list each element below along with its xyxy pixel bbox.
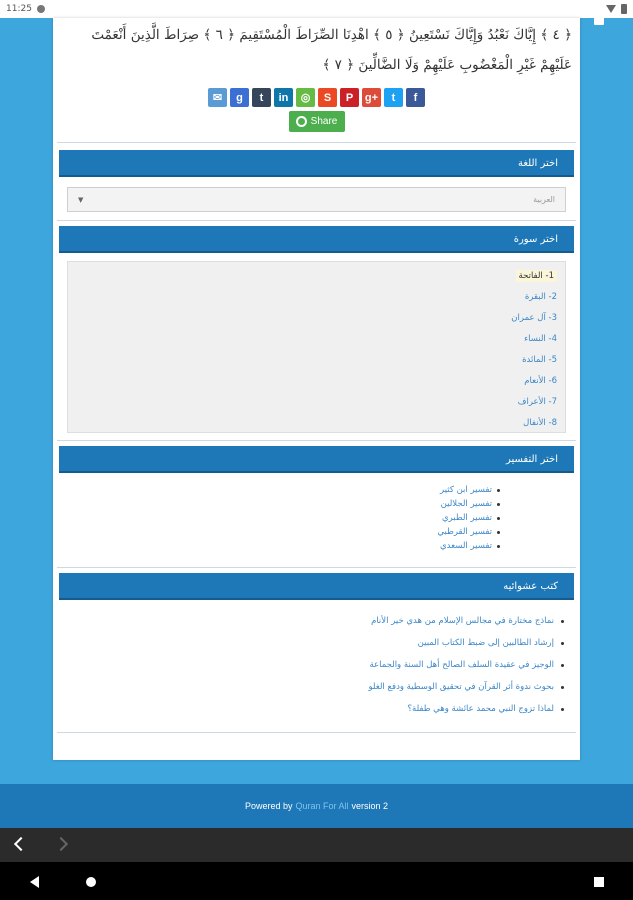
browser-nav-bar bbox=[0, 828, 633, 862]
ayah-text bbox=[53, 20, 580, 80]
books-list bbox=[53, 600, 580, 720]
page-card bbox=[53, 18, 580, 760]
tafsir-item[interactable]: تفسير ابن كثير bbox=[53, 483, 500, 497]
surah-panel-title: اختر سورة bbox=[59, 226, 574, 253]
status-bar bbox=[0, 0, 633, 18]
twitter-icon[interactable]: t bbox=[384, 88, 403, 107]
surah-item[interactable]: 2- البقرة bbox=[524, 292, 557, 302]
google-icon[interactable]: g bbox=[230, 88, 249, 107]
wifi-icon bbox=[606, 5, 616, 13]
pinterest-icon[interactable]: P bbox=[340, 88, 359, 107]
language-select[interactable] bbox=[67, 187, 566, 212]
back-arrow-icon[interactable] bbox=[14, 837, 28, 851]
sync-icon bbox=[37, 5, 45, 13]
language-selected: العربية bbox=[533, 195, 555, 204]
book-link[interactable]: إرشاد الطالبين إلى ضبط الكتاب المبين bbox=[53, 632, 564, 654]
tumblr-icon[interactable]: t bbox=[252, 88, 271, 107]
system-nav-bar bbox=[0, 862, 633, 900]
tafsir-item[interactable]: تفسير السعدي bbox=[53, 539, 500, 553]
ayah-line-1: ﴿ ٤ ﴾ إِيَّاكَ نَعْبُدُ وَإِيَّاكَ نَسْتَعِينُ ﴿ ٥ ﴾ اهْدِنَا الصِّرَاطَ الْمُسْتَقِيمَ ﴿ ٦ ﴾ صِرَاطَ الَّذِينَ أَنْعَمْتَ bbox=[91, 27, 572, 43]
whatsapp-icon bbox=[296, 116, 307, 127]
sms-icon[interactable]: ◎ bbox=[296, 88, 315, 107]
books-panel-title: كتب عشوائيه bbox=[59, 573, 574, 600]
tafsir-panel-title: اختر التفسير bbox=[59, 446, 574, 473]
chevron-down-icon: ▼ bbox=[78, 195, 84, 204]
surah-item[interactable]: 7- الأعراف bbox=[517, 397, 557, 407]
footer bbox=[0, 784, 633, 828]
tafsir-item[interactable]: تفسير القرطبي bbox=[53, 525, 500, 539]
forward-arrow-icon[interactable] bbox=[54, 837, 68, 851]
linkedin-icon[interactable]: in bbox=[274, 88, 293, 107]
back-icon[interactable] bbox=[30, 876, 39, 888]
surah-item[interactable]: 5- المائدة bbox=[522, 355, 557, 365]
stumbleupon-icon[interactable]: S bbox=[318, 88, 337, 107]
footer-prefix: Powered by bbox=[244, 801, 293, 811]
book-link[interactable]: بحوث ندوة أثر القرآن في تحقيق الوسطية ودفع الغلو bbox=[53, 676, 564, 698]
book-link[interactable]: الوجيز في عقيدة السلف الصالح أهل السنة والجماعة bbox=[53, 654, 564, 676]
facebook-icon[interactable]: f bbox=[406, 88, 425, 107]
surah-item[interactable]: 8- الأنفال bbox=[523, 418, 557, 428]
surah-list[interactable] bbox=[67, 261, 566, 433]
share-icons bbox=[53, 88, 580, 107]
recents-icon[interactable] bbox=[594, 877, 604, 887]
tafsir-item[interactable]: تفسير الجلالين bbox=[53, 497, 500, 511]
book-link[interactable]: نماذج مختارة في مجالس الإسلام من هدي خير الأنام bbox=[53, 610, 564, 632]
sdcard-icon bbox=[594, 15, 604, 25]
home-icon[interactable] bbox=[86, 877, 96, 887]
footer-suffix: version 2 bbox=[351, 801, 389, 811]
surah-item[interactable]: 4- النساء bbox=[524, 334, 557, 344]
surah-item[interactable]: 6- الأنعام bbox=[524, 376, 557, 386]
book-link[interactable]: لماذا تزوج النبي محمد عائشة وهي طفلة؟ bbox=[53, 698, 564, 720]
ayah-line-2: عَلَيْهِمْ غَيْرِ الْمَغْضُوبِ عَلَيْهِمْ وَلَا الضَّالِّينَ ﴿ ٧ ﴾ bbox=[322, 57, 572, 73]
whatsapp-share-button[interactable] bbox=[289, 111, 345, 132]
share-label: Share bbox=[310, 116, 338, 127]
clock: 11:25 bbox=[6, 4, 32, 14]
googleplus-icon[interactable]: g+ bbox=[362, 88, 381, 107]
email-icon[interactable]: ✉ bbox=[208, 88, 227, 107]
surah-item[interactable]: 3- آل عمران bbox=[511, 313, 557, 323]
tafsir-list bbox=[53, 473, 580, 553]
divider bbox=[57, 732, 576, 733]
battery-icon bbox=[621, 4, 627, 14]
language-panel-title: اختر اللغة bbox=[59, 150, 574, 177]
tafsir-item[interactable]: تفسير الطبري bbox=[53, 511, 500, 525]
footer-link[interactable]: Quran For All bbox=[295, 801, 349, 811]
surah-item[interactable]: 1- الفاتحة bbox=[76, 266, 557, 287]
